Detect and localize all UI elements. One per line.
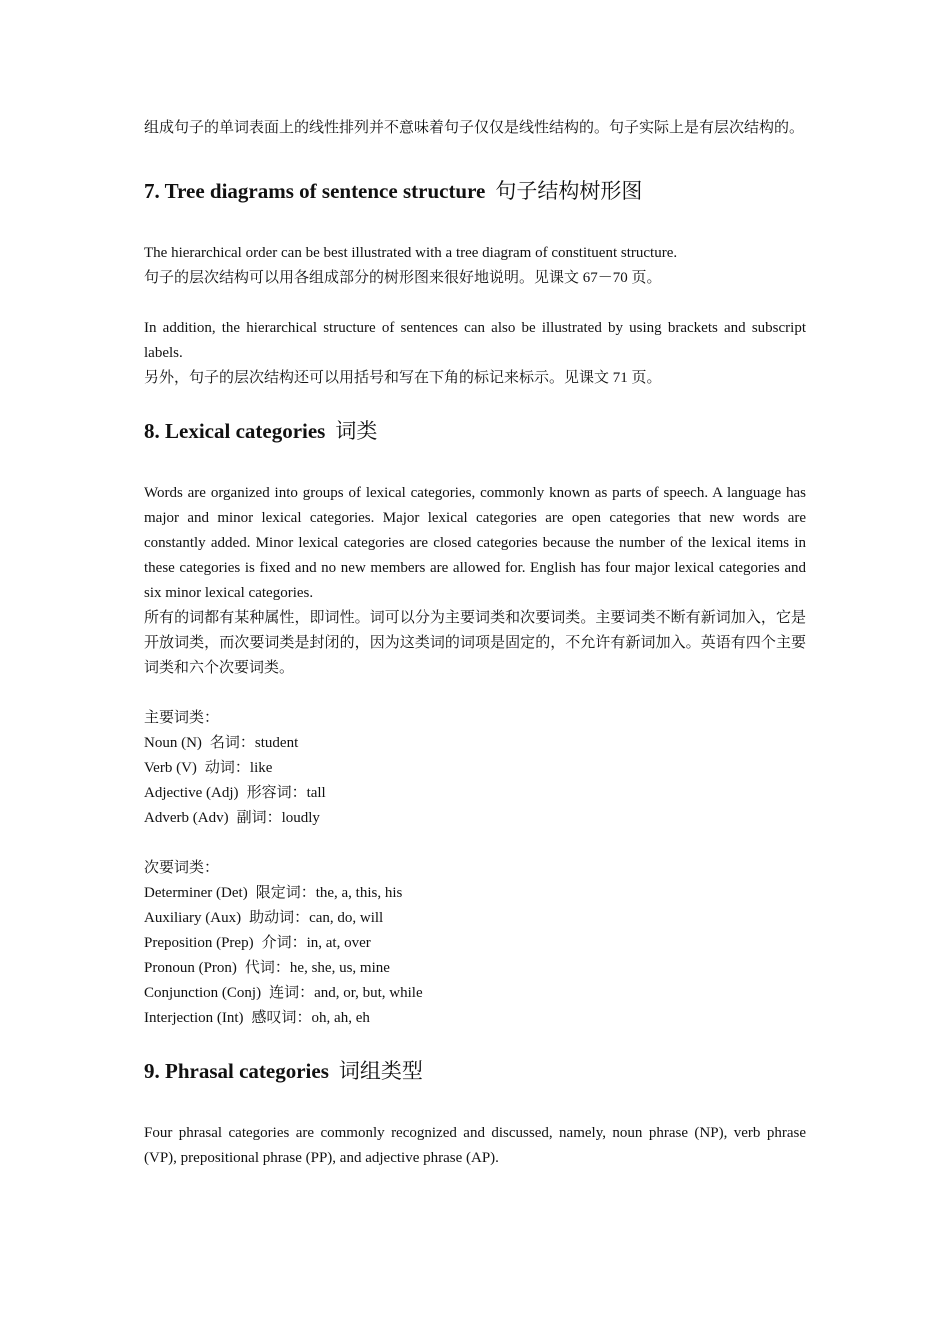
list-item: Preposition (Prep) 介词：in, at, over (144, 935, 371, 951)
major-categories-list (144, 731, 806, 831)
section-9-heading-en: 9. Phrasal categories (144, 1059, 329, 1083)
document-page (144, 116, 806, 1171)
intro-paragraph: 组成句子的单词表面上的线性排列并不意味着句子仅仅是线性结构的。句子实际上是有层次结构的。 (144, 120, 805, 136)
section-7-para2-en: In addition, the hierarchical structure of sentences can also be illustrated by using brackets and subscript labels. (144, 320, 806, 361)
list-item: Verb (V) 动词：like (144, 760, 273, 776)
section-9-heading (144, 1056, 806, 1086)
section-7-heading (144, 176, 806, 206)
section-8-heading-en: 8. Lexical categories (144, 419, 326, 443)
section-7-para2-cn: 另外，句子的层次结构还可以用括号和写在下角的标记来标示。见课文 71 页。 (144, 370, 662, 386)
section-8-heading-cn: 词类 (335, 419, 378, 443)
list-item: Pronoun (Pron) 代词：he, she, us, mine (144, 960, 390, 976)
section-7-heading-cn: 句子结构树形图 (495, 179, 643, 203)
list-item: Noun (N) 名词：student (144, 735, 299, 751)
list-item: Auxiliary (Aux) 助动词：can, do, will (144, 910, 384, 926)
section-7-para1-cn: 句子的层次结构可以用各组成部分的树形图来很好地说明。见课文 67－70 页。 (144, 270, 662, 286)
list-item: Determiner (Det) 限定词：the, a, this, his (144, 885, 403, 901)
list-item: Adverb (Adv) 副词：loudly (144, 810, 320, 826)
section-8-para-cn: 所有的词都有某种属性，即词性。词可以分为主要词类和次要词类。主要词类不断有新词加入，它是开放词类，而次要词类是封闭的，因为这类词的词项是固定的，不允许有新词加入。英语有四个主要词类和六个次要词类。 (144, 610, 806, 676)
list-item: Interjection (Int) 感叹词：oh, ah, eh (144, 1010, 370, 1026)
section-7-heading-en: 7. Tree diagrams of sentence structure (144, 179, 486, 203)
list-item: Adjective (Adj) 形容词：tall (144, 785, 326, 801)
minor-categories-list (144, 881, 806, 1031)
section-7-para1-en: The hierarchical order can be best illustrated with a tree diagram of constituent structure. (144, 245, 678, 261)
minor-categories-title: 次要词类： (144, 860, 220, 876)
list-item: Conjunction (Conj) 连词：and, or, but, while (144, 985, 423, 1001)
section-8-heading (144, 416, 806, 446)
major-categories-title: 主要词类： (144, 710, 220, 726)
section-9-heading-cn: 词组类型 (338, 1059, 423, 1083)
section-9-para-en: Four phrasal categories are commonly recognized and discussed, namely, noun phrase (NP), verb phrase (VP), prepositional phrase (PP), and adjective phrase (AP). (144, 1125, 806, 1166)
section-8-para-en: Words are organized into groups of lexical categories, commonly known as parts of speech. A language has major and minor lexical categories. Major lexical categories are open categories that new words are constantly added. Minor lexical categories are closed categories because the number of the lexical items in these categories is fixed and no new members are allowed for. English has four major lexical categories and six minor lexical categories. (144, 485, 806, 601)
